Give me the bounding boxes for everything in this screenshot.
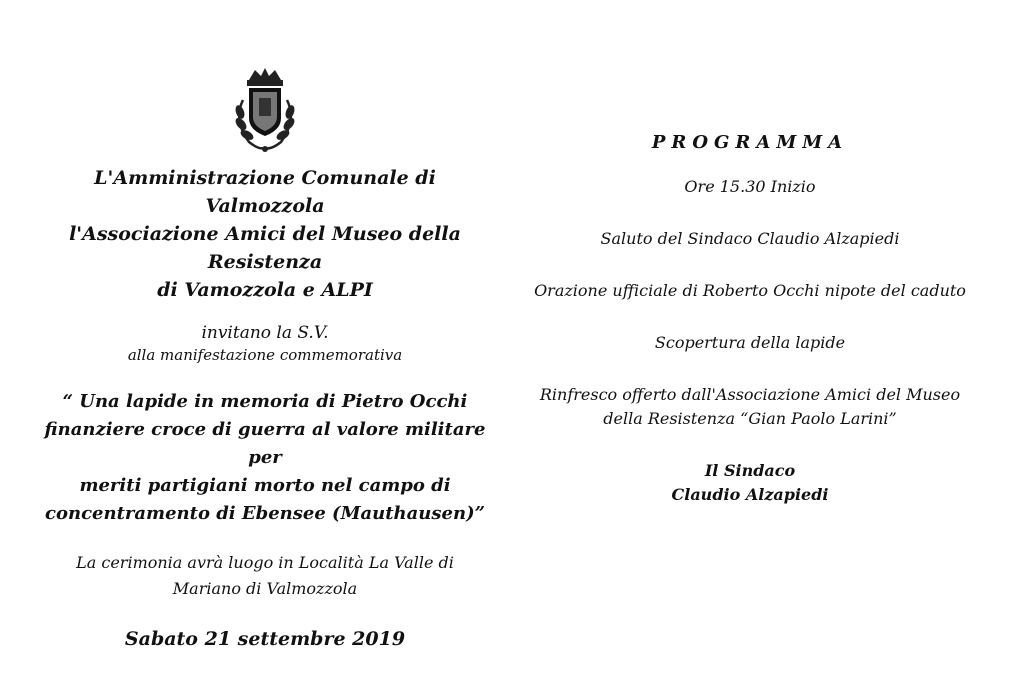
location-line: La cerimonia avrà luogo in Località La Valle di (76, 553, 454, 572)
organizer-line: l'Associazione Amici del Museo della Resistenza (69, 223, 461, 273)
program-title: PROGRAMMA (651, 132, 849, 153)
event-title-line: concentramento di Ebensee (Mauthausen)” (45, 503, 485, 524)
location-line: Mariano di Valmozzola (172, 579, 358, 598)
event-title-line: meriti partigiani morto nel campo di (79, 475, 451, 496)
signature-block (525, 459, 975, 507)
program-item (525, 383, 975, 431)
program-item: Ore 15.30 Inizio (684, 177, 816, 196)
event-location (40, 550, 490, 602)
invitation-column (40, 62, 490, 650)
program-item-line: della Resistenza “Gian Paolo Larini” (603, 409, 897, 428)
organizers (40, 164, 490, 304)
signature-name: Claudio Alzapiedi (671, 485, 829, 504)
invite-text (40, 322, 490, 366)
coat-of-arms-icon (215, 62, 315, 162)
event-title-line: “ Una lapide in memoria di Pietro Occhi (62, 391, 468, 412)
event-date: Sabato 21 settembre 2019 (124, 628, 406, 650)
program-column (525, 132, 975, 507)
program-item: Saluto del Sindaco Claudio Alzapiedi (600, 229, 900, 248)
program-item: Orazione ufficiale di Roberto Occhi nipote del caduto (534, 281, 966, 300)
program-item: Scopertura della lapide (654, 333, 846, 352)
organizer-line: di Vamozzola e ALPI (157, 279, 373, 301)
invite-line: invitano la S.V. (201, 323, 329, 343)
event-title (40, 388, 490, 528)
signature-title: Il Sindaco (704, 461, 796, 480)
program-item-line: Rinfresco offerto dall'Associazione Amici del Museo (539, 385, 961, 404)
invite-line: alla manifestazione commemorativa (127, 346, 403, 364)
event-title-line: finanziere croce di guerra al valore militare per (44, 419, 486, 468)
organizer-line: L'Amministrazione Comunale di Valmozzola (94, 167, 436, 217)
